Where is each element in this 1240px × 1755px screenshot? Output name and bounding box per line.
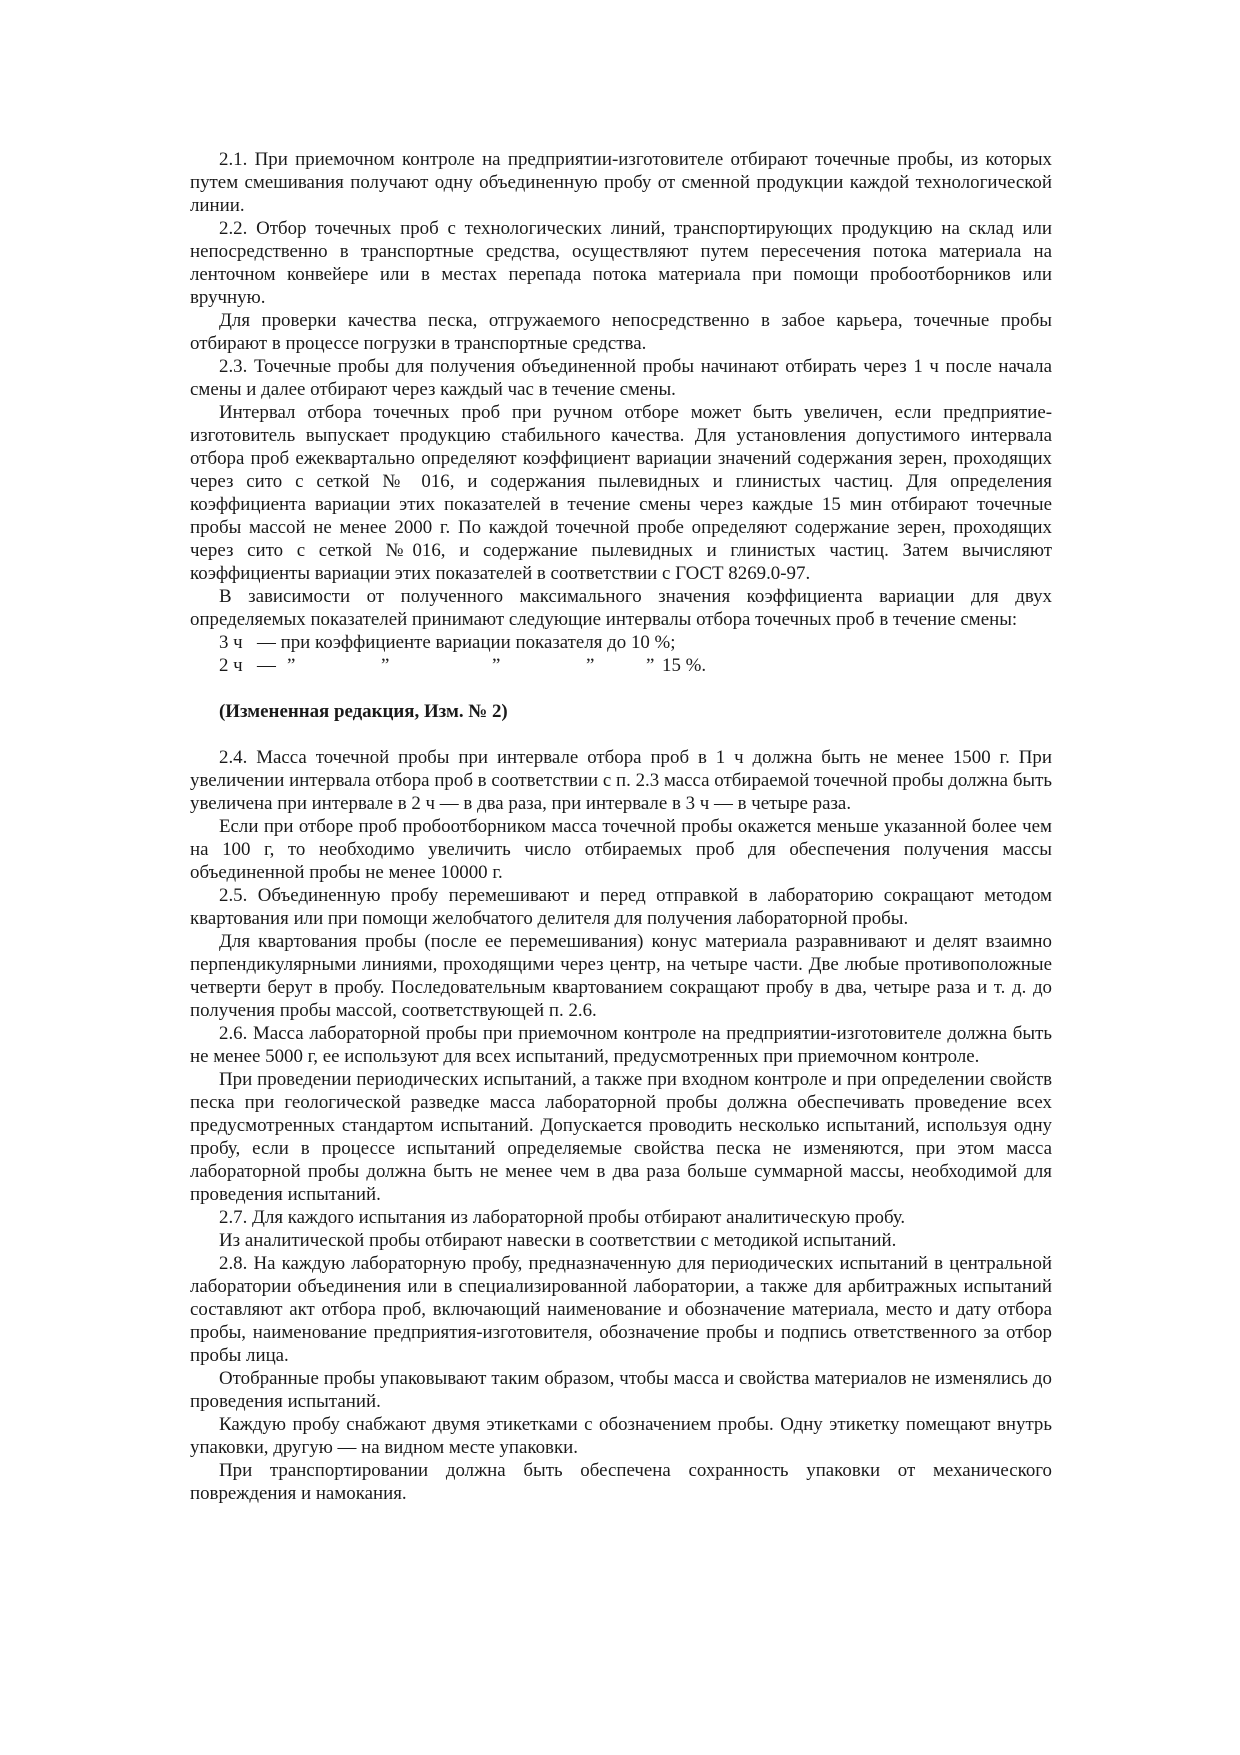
interval-dash: —	[257, 655, 276, 676]
interval-hours: 3 ч	[219, 632, 243, 653]
document-page	[190, 148, 1052, 1505]
paragraph-packing: Отобранные пробы упаковывают таким образом, чтобы масса и свойства материалов не изменялись до проведения испытаний.	[190, 1368, 1052, 1412]
interval-row-2h	[219, 654, 1052, 677]
paragraph-labels: Каждую пробу снабжают двумя этикетками с обозначением пробы. Одну этикетку помещают внутрь упаковки, другую — на видном месте упаковки.	[190, 1414, 1052, 1458]
paragraph-2-1: 2.1. При приемочном контроле на предприятии-изготовителе отбирают точечные пробы, из которых путем смешивания получают одну объединенную пробу от сменной продукции каждой технологической линии.	[190, 149, 1052, 216]
interval-list	[190, 631, 1052, 677]
interval-hours: 2 ч	[219, 655, 243, 676]
paragraph-sampler: Если при отборе проб пробоотборником масса точечной пробы окажется меньше указанной более чем на 100 г, то необходимо увеличить число отбираемых проб для обеспечения получения массы объединенной пробы не менее 10000 г.	[190, 816, 1052, 883]
interval-row-3h	[219, 631, 1052, 654]
paragraph-analytical: Из аналитической пробы отбирают навески в соответствии с методикой испытаний.	[219, 1230, 897, 1251]
ditto-mark: ”	[492, 655, 501, 676]
paragraph-variation: В зависимости от полученного максимального значения коэффициента вариации для двух определяемых показателей принимают следующие интервалы отбора точечных проб в течение смены:	[190, 586, 1052, 630]
paragraph-periodic-tests: При проведении периодических испытаний, а также при входном контроле и при определении свойств песка при геологической разведке масса лабораторной пробы должна обеспечивать проведение всех предусмотренных стандартом испытаний. Допускается проводить несколько испытаний, используя одну пробу, если в процессе испытаний определяемые свойства песка не изменяются, при этом масса лабораторной пробы должна быть не менее чем в два раза больше суммарной массы, необходимой для проведения испытаний.	[190, 1069, 1052, 1205]
paragraph-quartering: Для квартования пробы (после ее перемешивания) конус материала разравнивают и делят взаимно перпендикулярными линиями, проходящими через центр, на четыре части. Две любые противоположные четверти берут в пробу. Последовательным квартованием сокращают пробу в два, четыре раза и т. д. до получения пробы массой, соответствующей п. 2.6.	[190, 931, 1052, 1021]
ditto-mark: ”	[381, 655, 390, 676]
paragraph-2-5: 2.5. Объединенную пробу перемешивают и перед отправкой в лабораторию сокращают методом квартования или при помощи желобчатого делителя для получения лабораторной пробы.	[190, 885, 1052, 929]
paragraph-2-8: 2.8. На каждую лабораторную пробу, предназначенную для периодических испытаний в центральной лаборатории объединения или в специализированной лаборатории, а также для арбитражных испытаний составляют акт отбора проб, включающий наименование и обозначение материала, место и дату отбора пробы, наименование предприятия-изготовителя, обозначение пробы и подпись ответственного за отбор пробы лица.	[190, 1253, 1052, 1366]
paragraph-2-6: 2.6. Масса лабораторной пробы при приемочном контроле на предприятии-изготовителе должна быть не менее 5000 г, ее используют для всех испытаний, предусмотренных при приемочном контроле.	[190, 1023, 1052, 1067]
ditto-mark: ”	[287, 655, 296, 676]
paragraph-transport: При транспортировании должна быть обеспечена сохранность упаковки от механического повреждения и намокания.	[190, 1460, 1052, 1504]
ditto-mark: ”	[646, 655, 655, 676]
paragraph-interval: Интервал отбора точечных проб при ручном отборе может быть увеличен, если предприятие-изготовитель выпускает продукцию стабильного качества. Для установления допустимого интервала отбора проб ежеквартально определяют коэффициент вариации значений содержания зерен, проходящих через сито с сеткой № 016, и содержания пылевидных и глинистых частиц. Для определения коэффициента вариации этих показателей в течение смены через каждые 15 мин отбирают точечные пробы массой не менее 2000 г. По каждой точечной пробе определяют содержание зерен, проходящих через сито с сеткой №016, и содержание пылевидных и глинистых частиц. Затем вычисляют коэффициенты вариации этих показателей в соответствии с ГОСТ 8269.0-97.	[190, 402, 1052, 584]
paragraph-2-4: 2.4. Масса точечной пробы при интервале отбора проб в 1 ч должна быть не менее 1500 г. При увеличении интервала отбора проб в соответствии с п. 2.3 масса отбираемой точечной пробы должна быть увеличена при интервале в 2 ч — в два раза, при интервале в 3 ч — в четыре раза.	[190, 747, 1052, 814]
paragraph-sand-quality: Для проверки качества песка, отгружаемого непосредственно в забое карьера, точечные пробы отбирают в процессе погрузки в транспортные средства.	[190, 310, 1052, 354]
ditto-mark: ”	[586, 655, 595, 676]
paragraph-2-3: 2.3. Точечные пробы для получения объединенной пробы начинают отбирать через 1 ч после начала смены и далее отбирают через каждый час в течение смены.	[190, 356, 1052, 400]
edition-note: (Измененная редакция, Изм. № 2)	[219, 701, 508, 722]
paragraph-2-2: 2.2. Отбор точечных проб с технологических линий, транспортирующих продукцию на склад или непосредственно в транспортные средства, осуществляют путем пересечения потока материала на ленточном конвейере или в местах перепада потока материала при помощи пробоотборников или вручную.	[190, 218, 1052, 308]
interval-text: — при коэффициенте вариации показателя до 10 %;	[257, 632, 676, 653]
paragraph-2-7: 2.7. Для каждого испытания из лабораторной пробы отбирают аналитическую пробу.	[219, 1207, 906, 1228]
interval-value: 15 %.	[662, 655, 707, 676]
